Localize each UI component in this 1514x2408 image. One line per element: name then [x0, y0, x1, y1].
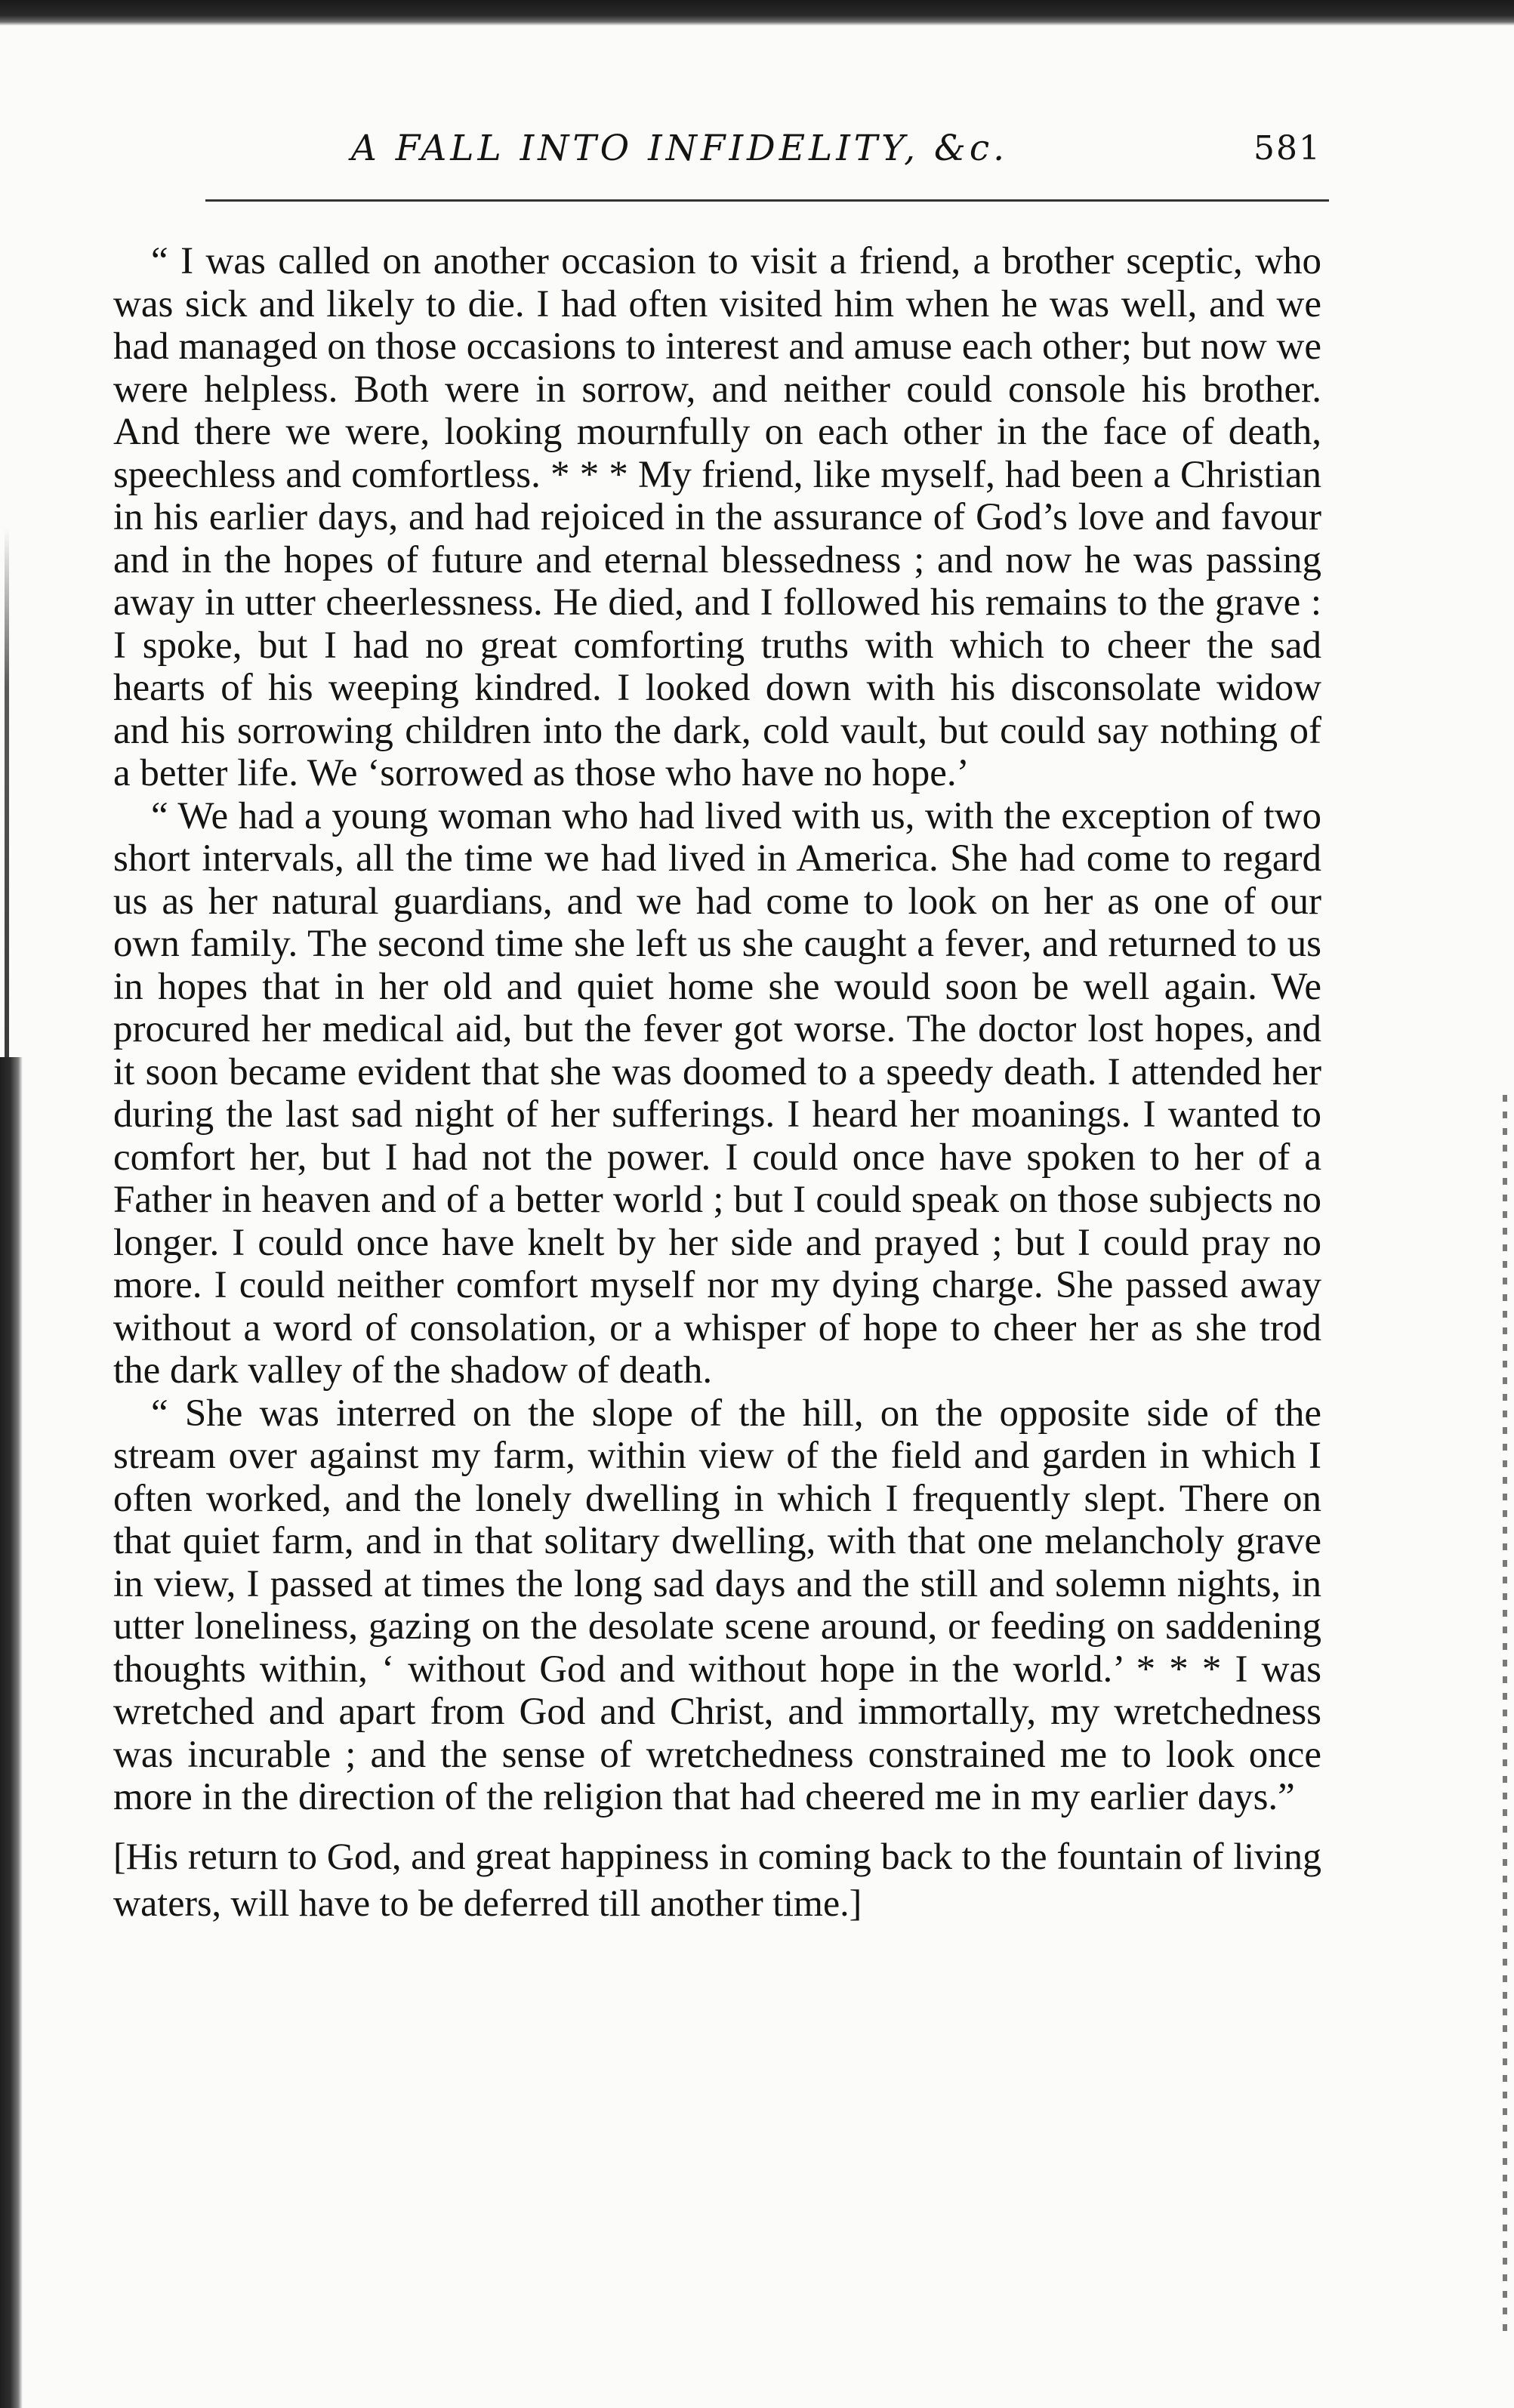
closing-note: [His return to God, and great happiness in coming back to the fountain of living waters, will have to be deferred till another time.] [113, 1834, 1321, 1924]
scan-border-right [1503, 1095, 1507, 2341]
running-head [113, 122, 1321, 175]
paragraph-2: “ We had a young woman who had lived with us, with the exception of two short intervals, all the time we had lived in America. She had come to regard us as her natural guardians, and we had come to look on her as one of our own family. The second time she left us she caught a fever, and returned to us in hopes that in her old and quiet home she would soon be well again. We procured her medical aid, but the fever got worse. The doctor lost hopes, and it soon became evident that she was doomed to a speedy death. I attended her during the last sad night of her sufferings. I heard her moanings. I wanted to comfort her, but I had not the power. I could once have spoken to her of a Father in heaven and of a better world ; but I could speak on those subjects no longer. I could once have knelt by her side and prayed ; but I could pray no more. I could neither comfort myself nor my dying charge. She passed away without a word of consolation, or a whisper of hope to cheer her as she trod the dark valley of the shadow of death. [113, 794, 1321, 1392]
body-text [113, 240, 1321, 1926]
page-number: 581 [1253, 129, 1321, 168]
scan-border-left-upper [5, 529, 9, 1057]
paragraph-1: “ I was called on another occasion to visit a friend, a brother sceptic, who was sick and likely to die. I had often visited him when he was well, and we had managed on those occasions to interest and amuse each other; but now we were helpless. Both were in sorrow, and neither could console his brother. And there we were, looking mournfully on each other in the face of death, speechless and comfortless. * * * My friend, like myself, had been a Christian in his earlier days, and had rejoiced in the assurance of God’s love and favour and in the hopes of future and eternal blessedness ; and now he was passing away in utter cheerlessness. He died, and I followed his remains to the grave : I spoke, but I had no great comforting truths with which to cheer the sad hearts of his weeping kindred. I looked down with his disconsolate widow and his sorrowing children into the dark, cold vault, but could say nothing of a better life. We ‘sorrowed as those who have no hope.’ [113, 240, 1321, 794]
running-head-title: A FALL INTO INFIDELITY, &c. [350, 128, 1009, 169]
scan-border-left [0, 1057, 23, 2408]
scan-border-top [0, 0, 1514, 26]
header-rule [205, 199, 1329, 202]
paragraph-3: “ She was interred on the slope of the hill, on the opposite side of the stream over against my farm, within view of the field and garden in which I often worked, and the lonely dwelling in which I frequently slept. There on that quiet farm, and in that solitary dwelling, with that one melancholy grave in view, I passed at times the long sad days and the still and solemn nights, in utter loneliness, gazing on the desolate scene around, or feeding on saddening thoughts within, ‘ without God and without hope in the world.’ * * * I was wretched and apart from God and Christ, and immortally, my wretchedness was incurable ; and the sense of wretchedness constrained me to look once more in the direction of the religion that had cheered me in my earlier days.” [113, 1392, 1321, 1818]
